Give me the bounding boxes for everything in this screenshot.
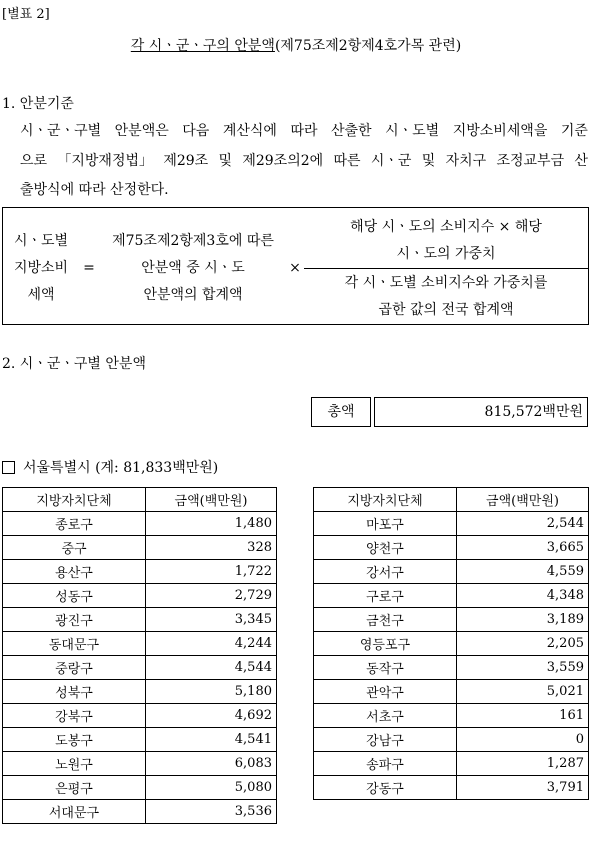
table-row <box>3 512 277 536</box>
district-name: 동작구 <box>314 656 457 680</box>
formula-times: × <box>289 260 301 276</box>
table-row <box>3 608 277 632</box>
table-row <box>3 728 277 752</box>
district-amount: 2,729 <box>146 584 277 608</box>
district-amount: 2,205 <box>457 632 589 656</box>
table-row <box>314 728 589 752</box>
table-row <box>3 800 277 824</box>
district-amount: 5,180 <box>146 680 277 704</box>
district-amount: 4,544 <box>146 656 277 680</box>
district-amount: 6,083 <box>146 752 277 776</box>
table-row <box>3 776 277 800</box>
body-word: 따라 <box>290 123 318 139</box>
body-word: 시ㆍ도별 <box>385 123 440 139</box>
table-row <box>314 752 589 776</box>
table-header-row <box>314 488 589 512</box>
section1-body-line-3: 출방식에 따라 산정한다. <box>20 182 169 198</box>
body-word: 「지방재정법」 <box>57 153 153 169</box>
table-row <box>3 752 277 776</box>
total-label: 총액 <box>311 397 371 427</box>
body-word: 으로 <box>20 153 48 169</box>
table-row <box>3 632 277 656</box>
formula-box <box>2 207 589 325</box>
district-name: 서초구 <box>314 704 457 728</box>
district-amount: 3,559 <box>457 656 589 680</box>
district-name: 관악구 <box>314 680 457 704</box>
table-row <box>314 656 589 680</box>
district-amount: 328 <box>146 536 277 560</box>
district-name: 동대문구 <box>3 632 146 656</box>
section1-heading: 1. 안분기준 <box>2 96 74 112</box>
document-title <box>0 35 592 55</box>
body-word: 제29조의2에 <box>242 153 324 169</box>
district-amount: 4,559 <box>457 560 589 584</box>
section1-body-line-2 <box>20 152 588 170</box>
district-amount: 4,244 <box>146 632 277 656</box>
district-amount: 3,665 <box>457 536 589 560</box>
body-word: 제29조 <box>163 153 209 169</box>
seoul-heading-text: 서울특별시 (계: 81,833백만원) <box>23 460 219 476</box>
table-row <box>314 536 589 560</box>
district-name: 은평구 <box>3 776 146 800</box>
formula-lhs: 시ㆍ도별 지방소비 세액 <box>13 233 69 303</box>
district-name: 강북구 <box>3 704 146 728</box>
district-name: 노원구 <box>3 752 146 776</box>
table-row <box>314 512 589 536</box>
col-header-amount: 금액(백만원) <box>146 488 277 512</box>
body-word: 및 <box>421 153 436 169</box>
district-name: 강남구 <box>314 728 457 752</box>
attachment-label: [별표 2] <box>2 7 50 22</box>
body-word: 안분액은 <box>114 123 169 139</box>
seoul-heading <box>2 457 218 477</box>
table-row <box>3 536 277 560</box>
col-header-name: 지방자치단체 <box>3 488 146 512</box>
body-word: 산출한 <box>331 123 372 139</box>
district-amount: 4,348 <box>457 584 589 608</box>
table-row <box>314 632 589 656</box>
body-word: 다음 <box>182 123 210 139</box>
body-word: 시ㆍ군 <box>370 153 412 169</box>
fraction-line <box>304 268 588 269</box>
district-amount: 161 <box>457 704 589 728</box>
body-word: 기준 <box>560 123 588 139</box>
table-row <box>3 560 277 584</box>
formula-denominator: 각 시ㆍ도별 소비지수와 가중치를 곱한 값의 전국 합계액 <box>344 275 548 318</box>
table-row <box>3 704 277 728</box>
district-name: 성동구 <box>3 584 146 608</box>
district-amount: 5,080 <box>146 776 277 800</box>
formula-base: 제75조제2항제3호에 따른 안분액 중 시ㆍ도 안분액의 합계액 <box>112 233 274 303</box>
district-amount: 5,021 <box>457 680 589 704</box>
district-name: 구로구 <box>314 584 457 608</box>
title-sub: (제75조제2항제4호가목 관련) <box>274 38 462 54</box>
district-name: 양천구 <box>314 536 457 560</box>
formula-equals: = <box>83 260 95 276</box>
table-row <box>3 680 277 704</box>
body-word: 조정교부금 <box>496 153 565 169</box>
district-amount: 1,287 <box>457 752 589 776</box>
table-header-row <box>3 488 277 512</box>
body-word: 계산식에 <box>222 123 277 139</box>
formula-numerator: 해당 시ㆍ도의 소비지수 × 해당 시ㆍ도의 가중치 <box>350 219 542 262</box>
body-word: 시ㆍ군ㆍ구별 <box>20 123 102 139</box>
table-row <box>314 704 589 728</box>
district-name: 송파구 <box>314 752 457 776</box>
district-amount: 4,541 <box>146 728 277 752</box>
district-amount: 1,480 <box>146 512 277 536</box>
section2-heading: 2. 시ㆍ군ㆍ구별 안분액 <box>2 356 146 372</box>
district-name: 서대문구 <box>3 800 146 824</box>
body-word: 지방소비세액을 <box>452 123 548 139</box>
district-amount: 3,189 <box>457 608 589 632</box>
table-row <box>3 656 277 680</box>
district-name: 강동구 <box>314 776 457 800</box>
body-word: 자치구 <box>445 153 487 169</box>
district-name: 중구 <box>3 536 146 560</box>
table-row <box>3 584 277 608</box>
district-name: 영등포구 <box>314 632 457 656</box>
table-row <box>314 776 589 800</box>
total-value: 815,572백만원 <box>374 397 588 427</box>
district-name: 성북구 <box>3 680 146 704</box>
district-amount: 2,544 <box>457 512 589 536</box>
col-header-name: 지방자치단체 <box>314 488 457 512</box>
table-row <box>314 680 589 704</box>
table-row <box>314 560 589 584</box>
seoul-table-left <box>2 487 277 824</box>
district-name: 도봉구 <box>3 728 146 752</box>
table-row <box>314 608 589 632</box>
district-name: 금천구 <box>314 608 457 632</box>
body-word: 따른 <box>333 153 361 169</box>
district-name: 종로구 <box>3 512 146 536</box>
district-amount: 3,791 <box>457 776 589 800</box>
district-name: 중랑구 <box>3 656 146 680</box>
district-amount: 1,722 <box>146 560 277 584</box>
body-word: 및 <box>218 153 233 169</box>
district-amount: 4,692 <box>146 704 277 728</box>
table-row <box>314 584 589 608</box>
district-amount: 0 <box>457 728 589 752</box>
col-header-amount: 금액(백만원) <box>457 488 589 512</box>
checkbox-icon <box>2 461 15 474</box>
district-name: 강서구 <box>314 560 457 584</box>
district-name: 용산구 <box>3 560 146 584</box>
body-word: 산 <box>574 153 588 169</box>
district-amount: 3,345 <box>146 608 277 632</box>
district-name: 광진구 <box>3 608 146 632</box>
title-main: 각 시ㆍ군ㆍ구의 안분액 <box>130 38 275 54</box>
seoul-table-right <box>313 487 589 800</box>
district-name: 마포구 <box>314 512 457 536</box>
district-amount: 3,536 <box>146 800 277 824</box>
section1-body-line-1 <box>20 122 588 140</box>
